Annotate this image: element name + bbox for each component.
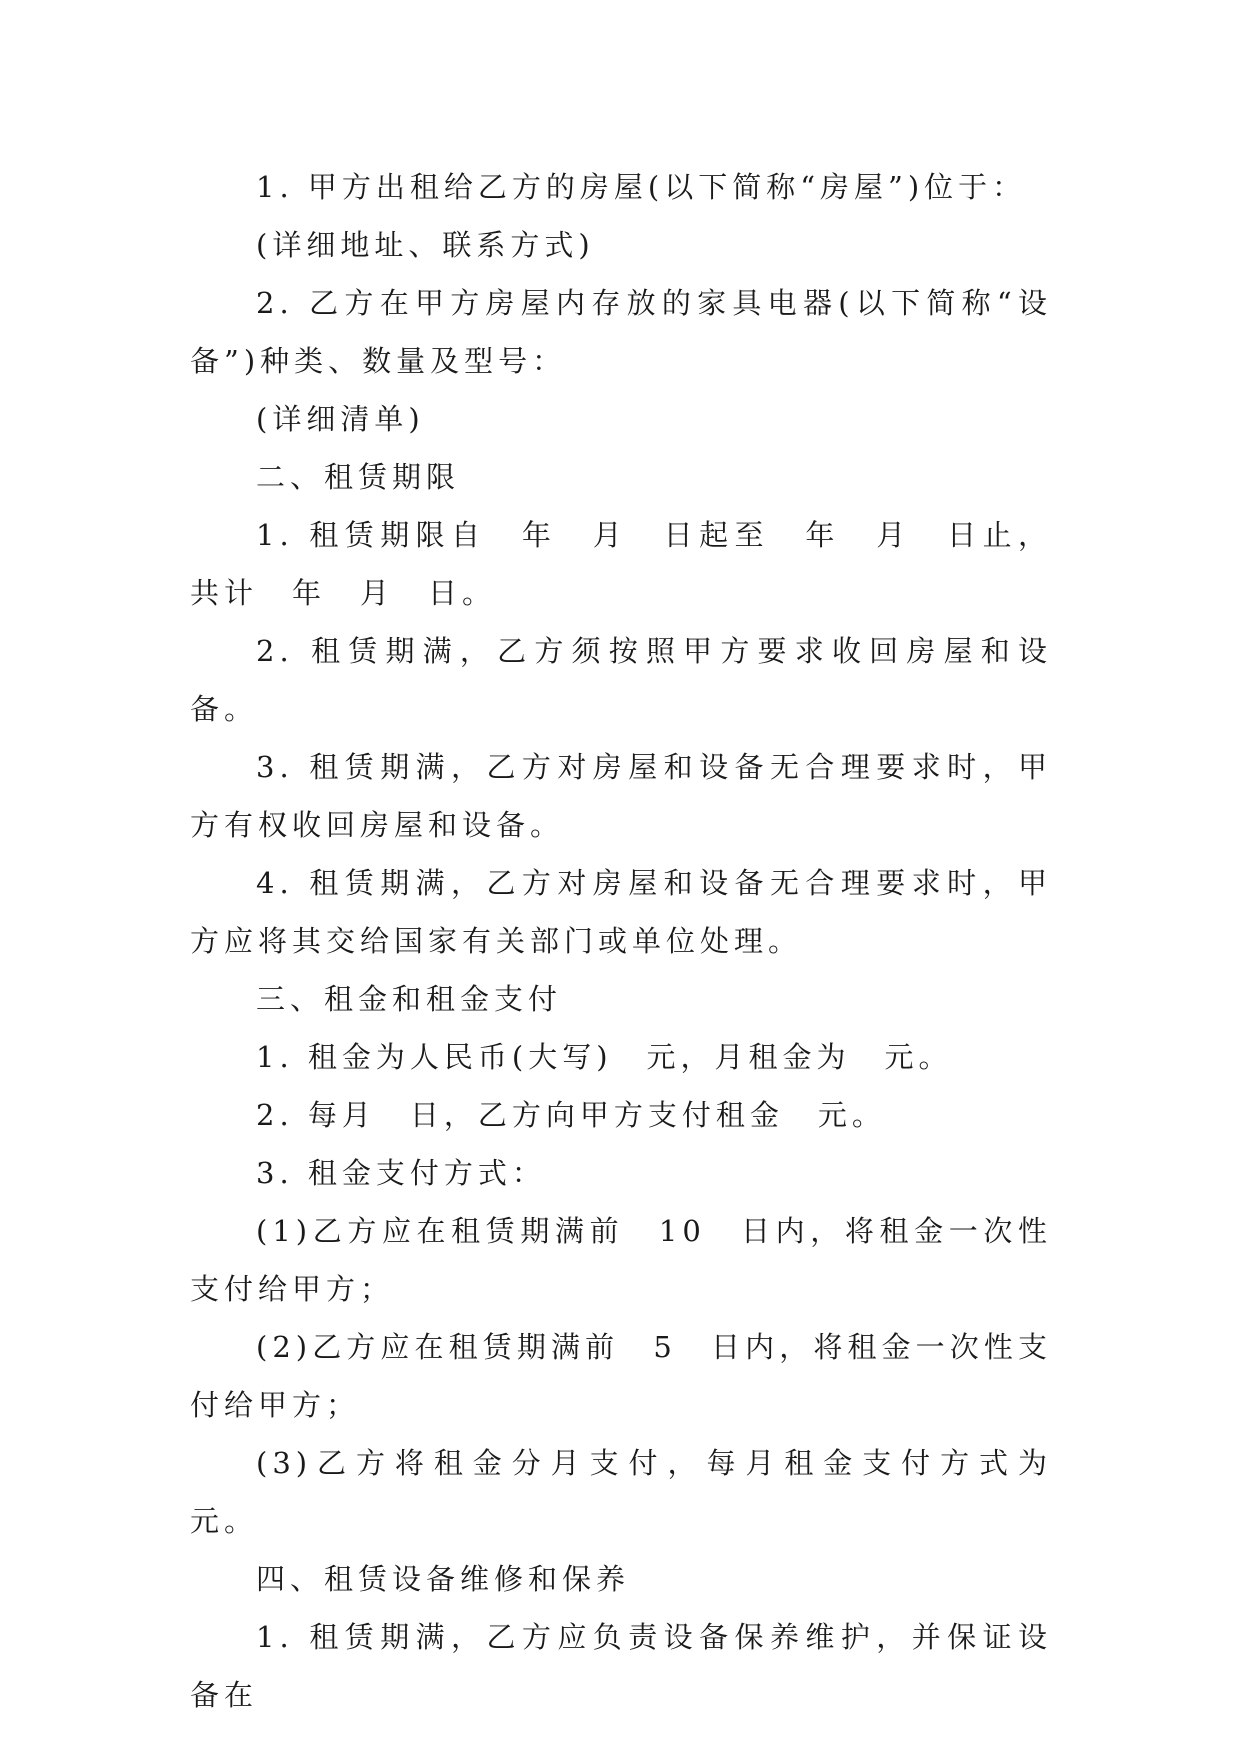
paragraph-lease-term-2: 2. 租赁期满，乙方须按照甲方要求收回房屋和设备。 bbox=[190, 634, 1052, 726]
paragraph-rent-monthly: 2. 每月 日，乙方向甲方支付租金 元。 bbox=[256, 1098, 886, 1132]
section-heading-maintenance: 四、租赁设备维修和保养 bbox=[256, 1562, 631, 1596]
paragraph-maintenance-1: 1. 租赁期满，乙方应负责设备保养维护，并保证设备在 bbox=[190, 1620, 1052, 1712]
paragraph-lease-term-4: 4. 租赁期满，乙方对房屋和设备无合理要求时，甲方应将其交给国家有关部门或单位处理。 bbox=[190, 866, 1052, 958]
section-heading-rent: 三、租金和租金支付 bbox=[256, 982, 563, 1016]
paragraph-rent-payment-method: 3. 租金支付方式： bbox=[256, 1156, 546, 1190]
paragraph-payment-option-3: (3)乙方将租金分月支付，每月租金支付方式为 元。 bbox=[190, 1446, 1087, 1538]
paragraph-payment-option-2: (2)乙方应在租赁期满前 5 日内，将租金一次性支付给甲方； bbox=[190, 1330, 1052, 1422]
document-body bbox=[190, 158, 1087, 1724]
section-heading-lease-term: 二、租赁期限 bbox=[256, 460, 461, 494]
paragraph-equipment-list-placeholder: (详细清单) bbox=[256, 402, 425, 436]
paragraph-equipment: 2. 乙方在甲方房屋内存放的家具电器(以下简称“设备”)种类、数量及型号： bbox=[190, 286, 1052, 378]
paragraph-house-location: 1. 甲方出租给乙方的房屋(以下简称“房屋”)位于： bbox=[256, 170, 1027, 204]
paragraph-rent-amount: 1. 租金为人民币(大写) 元，月租金为 元。 bbox=[256, 1040, 953, 1074]
paragraph-address-placeholder: (详细地址、联系方式) bbox=[256, 228, 595, 262]
paragraph-lease-term-3: 3. 租赁期满，乙方对房屋和设备无合理要求时，甲方有权收回房屋和设备。 bbox=[190, 750, 1052, 842]
paragraph-lease-term-dates: 1. 租赁期限自 年 月 日起至 年 月 日止，共计 年 月 日。 bbox=[190, 518, 1052, 610]
paragraph-payment-option-1: (1)乙方应在租赁期满前 10 日内，将租金一次性支付给甲方； bbox=[190, 1214, 1052, 1306]
